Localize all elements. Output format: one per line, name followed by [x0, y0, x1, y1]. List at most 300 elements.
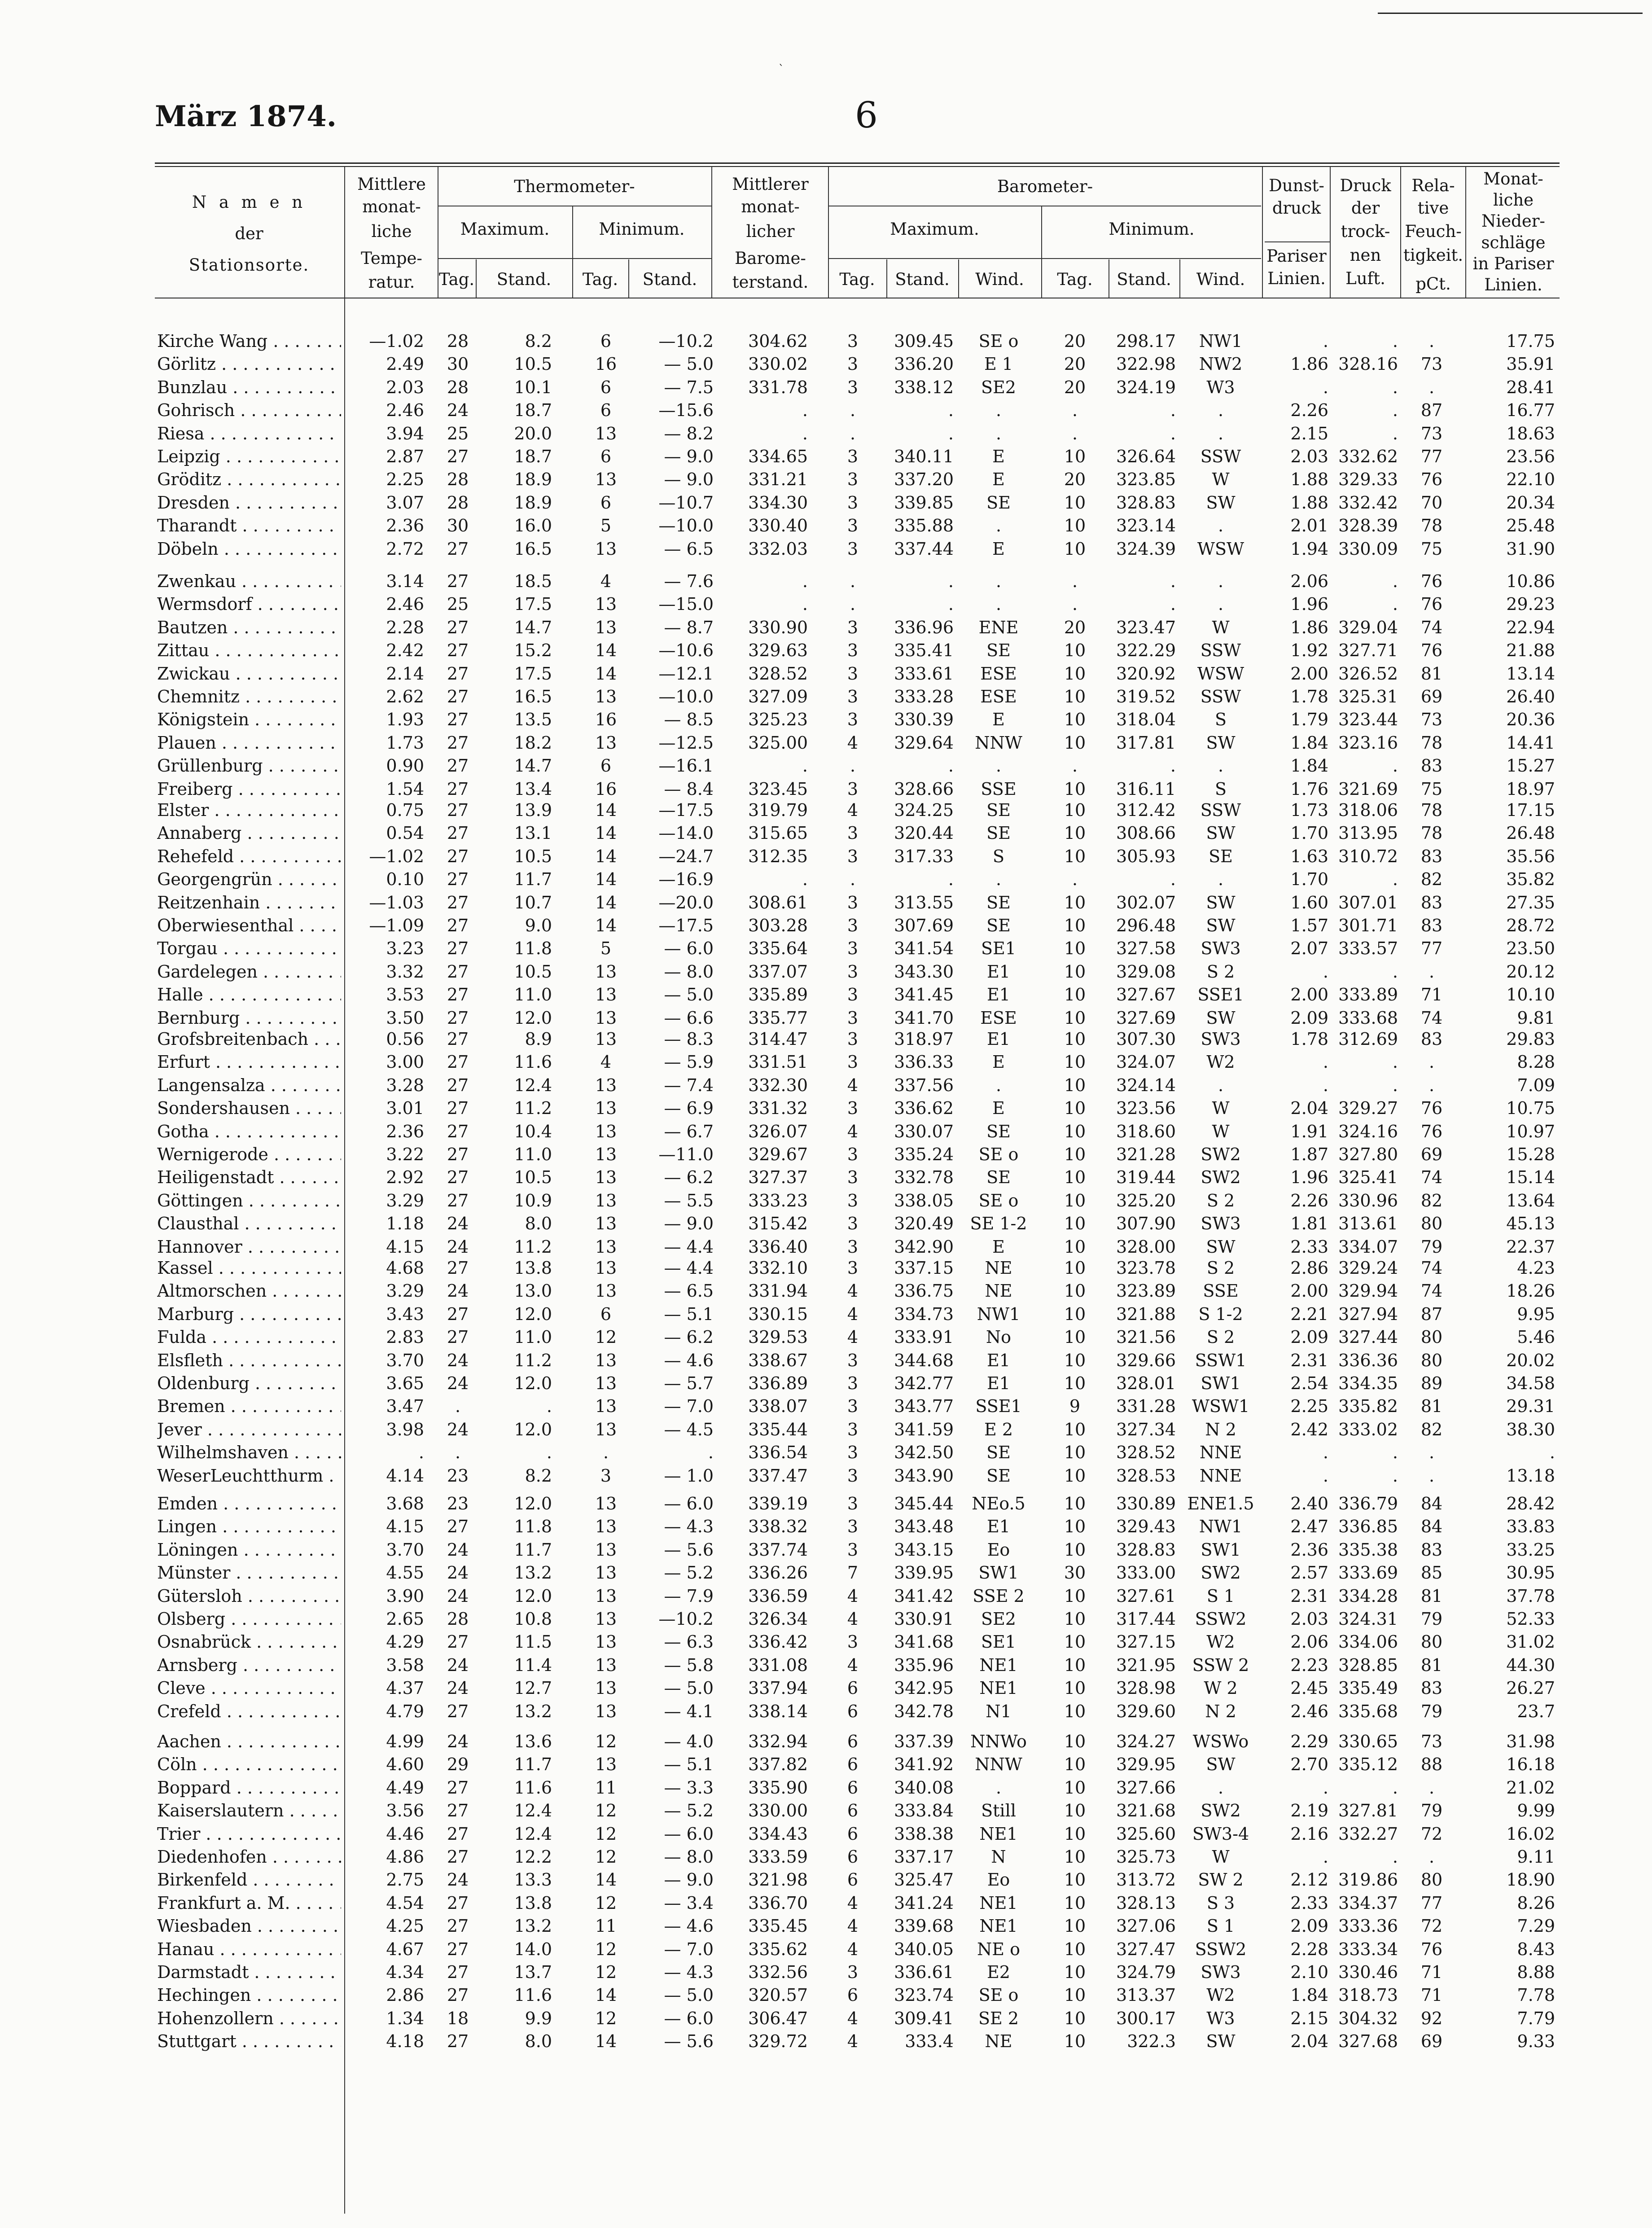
- vapor-pressure: .: [1323, 1075, 1328, 1095]
- mean-pressure: 336.70: [748, 1893, 808, 1913]
- station-name: Rehefeld . . .: [157, 845, 341, 868]
- bmax-day: 3: [847, 939, 859, 958]
- table-row: [0, 1654, 1652, 1676]
- bmin-wind: S 1-2: [1198, 1304, 1243, 1324]
- tmin-day: 13: [595, 1122, 617, 1141]
- mean-pressure: 329.67: [748, 1145, 808, 1164]
- bmax-value: 336.75: [894, 1281, 954, 1301]
- hdr-temp-1: Mittlere: [357, 175, 426, 194]
- rel-humidity: 83: [1420, 916, 1443, 935]
- table-row: [0, 868, 1652, 890]
- dry-air-pressure: 318.73: [1338, 1985, 1398, 2005]
- tmin-value: — 3.4: [664, 1893, 714, 1913]
- vapor-pressure: 2.09: [1290, 1327, 1328, 1347]
- bmin-day: 10: [1064, 1145, 1086, 1164]
- mean-temp: 4.55: [386, 1563, 424, 1583]
- bmax-wind: .: [995, 516, 1002, 535]
- bmax-day: 3: [847, 664, 859, 684]
- tmax-value: 13.1: [514, 823, 552, 843]
- vapor-pressure: 2.26: [1290, 1191, 1328, 1210]
- mean-temp: 4.67: [386, 1939, 424, 1959]
- bmin-wind: S 2: [1206, 962, 1235, 982]
- mean-temp: 4.29: [386, 1632, 424, 1652]
- bmax-wind: NE: [985, 1281, 1012, 1301]
- bmin-value: 323.47: [1116, 618, 1176, 637]
- dry-air-pressure: 329.27: [1338, 1098, 1398, 1118]
- bmin-day: 10: [1064, 1847, 1086, 1867]
- bmax-wind: SE2: [981, 377, 1016, 397]
- tmin-value: —15.6: [658, 400, 714, 420]
- tmin-value: — 5.0: [664, 1985, 714, 2005]
- tmax-day: 27: [447, 1939, 469, 1959]
- tmin-value: —10.2: [658, 331, 714, 351]
- dry-air-pressure: 323.16: [1338, 733, 1398, 753]
- tmax-day: 24: [447, 1281, 469, 1301]
- bmax-wind: NE1: [979, 1893, 1018, 1913]
- table-row: [0, 799, 1652, 821]
- tmin-value: — 4.0: [664, 1732, 714, 1751]
- bmin-value: 324.19: [1116, 377, 1176, 397]
- bmax-day: 3: [847, 1517, 859, 1536]
- bmax-value: 335.96: [894, 1655, 954, 1675]
- bmin-value: 327.06: [1116, 1916, 1176, 1936]
- dry-air-pressure: 307.01: [1338, 893, 1398, 912]
- station-name: Crefeld . . .: [157, 1700, 341, 1723]
- bmax-day: 4: [847, 2031, 859, 2051]
- bmax-value: 320.49: [894, 1214, 954, 1233]
- tmax-value: 11.7: [514, 1540, 552, 1560]
- station-name: Jever . . .: [157, 1418, 341, 1441]
- tmax-day: 27: [447, 539, 469, 559]
- tmax-day: 27: [447, 710, 469, 729]
- precipitation: 34.58: [1506, 1373, 1555, 1393]
- mean-temp: 4.49: [386, 1778, 424, 1798]
- bmin-day: .: [1072, 869, 1078, 889]
- vapor-pressure: 2.36: [1290, 1540, 1328, 1560]
- hdr-rel-2: tive: [1417, 198, 1449, 218]
- tmax-value: 10.1: [514, 377, 552, 397]
- mean-pressure: 331.94: [748, 1281, 808, 1301]
- bmin-wind: SSE1: [1197, 985, 1244, 1004]
- bmin-wind: S: [1214, 710, 1227, 729]
- tmax-day: 27: [447, 1258, 469, 1278]
- tmax-value: 16.5: [514, 687, 552, 706]
- precipitation: 10.10: [1506, 985, 1555, 1004]
- bmax-value: 337.39: [894, 1732, 954, 1751]
- rel-humidity: 76: [1420, 571, 1443, 591]
- tmax-value: 12.7: [514, 1678, 552, 1698]
- tmax-value: 11.2: [514, 1351, 552, 1370]
- station-name: Tharandt . . .: [157, 514, 341, 537]
- bmin-wind: SW: [1206, 1754, 1236, 1774]
- vapor-pressure: 2.16: [1290, 1824, 1328, 1844]
- vapor-pressure: 1.84: [1290, 1985, 1328, 2005]
- station-name: Riesa . . .: [157, 422, 341, 445]
- hdr-bmin-stand: Stand.: [1117, 270, 1171, 289]
- tmin-day: 13: [595, 1396, 617, 1416]
- bmax-wind: SE 1-2: [970, 1214, 1027, 1233]
- bmax-day: 3: [847, 962, 859, 982]
- bmin-wind: W: [1212, 1122, 1230, 1141]
- bmin-wind: .: [1218, 424, 1224, 443]
- bmin-value: 326.64: [1116, 447, 1176, 466]
- mean-pressure: 332.03: [748, 539, 808, 559]
- dry-air-pressure: 330.09: [1338, 539, 1398, 559]
- table-row: [0, 1823, 1652, 1845]
- tmin-value: — 4.3: [664, 1517, 714, 1536]
- precipitation: 23.7: [1517, 1702, 1555, 1721]
- tmin-day: 12: [595, 1847, 617, 1867]
- tmin-value: —16.1: [658, 756, 714, 776]
- hdr-druck-3: trock-: [1341, 222, 1390, 241]
- station-name: Trier . . .: [157, 1823, 341, 1845]
- bmin-day: .: [1072, 594, 1078, 614]
- mean-pressure: .: [802, 756, 808, 776]
- tmin-day: 13: [595, 962, 617, 982]
- bmin-wind: S 3: [1206, 1893, 1235, 1913]
- tmax-day: 29: [447, 1754, 469, 1774]
- precipitation: 23.56: [1506, 447, 1555, 466]
- vapor-pressure: 1.91: [1290, 1122, 1328, 1141]
- table-row: [0, 514, 1652, 537]
- bmax-value: 330.07: [894, 1122, 954, 1141]
- tmax-day: 28: [447, 377, 469, 397]
- rel-humidity: 79: [1420, 1237, 1443, 1257]
- tmax-day: 27: [447, 2031, 469, 2051]
- vapor-pressure: 2.70: [1290, 1754, 1328, 1774]
- bmax-day: 3: [847, 1008, 859, 1028]
- bmax-value: 343.90: [894, 1466, 954, 1486]
- bmin-day: 10: [1064, 539, 1086, 559]
- tmax-day: 27: [447, 962, 469, 982]
- tmax-day: 24: [447, 1420, 469, 1439]
- mean-temp: 2.36: [386, 1122, 424, 1141]
- hdr-name-2: der: [235, 224, 263, 243]
- tmin-day: 14: [595, 916, 617, 935]
- rel-humidity: 77: [1420, 939, 1443, 958]
- mean-pressure: 334.30: [748, 493, 808, 513]
- mean-pressure: 335.90: [748, 1778, 808, 1798]
- bmax-value: 342.95: [894, 1678, 954, 1698]
- station-name: Bunzlau . . .: [157, 376, 341, 399]
- bmin-value: 318.04: [1116, 710, 1176, 729]
- bmax-value: .: [948, 594, 954, 614]
- tmin-value: — 6.5: [664, 539, 714, 559]
- tmin-value: — 6.2: [664, 1167, 714, 1187]
- bmax-day: 6: [847, 1801, 859, 1820]
- tmin-day: 13: [595, 1191, 617, 1210]
- dry-air-pressure: .: [1392, 1052, 1398, 1072]
- station-name: Birkenfeld . . .: [157, 1868, 341, 1891]
- bmin-day: 10: [1064, 1351, 1086, 1370]
- bmax-day: 3: [847, 710, 859, 729]
- dry-air-pressure: .: [1392, 962, 1398, 982]
- mean-pressure: 329.63: [748, 640, 808, 660]
- rel-humidity: 79: [1420, 1801, 1443, 1820]
- table-row: [0, 1938, 1652, 1960]
- rel-humidity: 83: [1420, 893, 1443, 912]
- mean-pressure: 338.07: [748, 1396, 808, 1416]
- tmin-value: — 8.3: [664, 1029, 714, 1049]
- mean-temp: 3.70: [386, 1351, 424, 1370]
- bmax-wind: .: [995, 1778, 1002, 1798]
- tmax-value: 13.8: [514, 1893, 552, 1913]
- table-top-rule: [155, 162, 1560, 164]
- station-name: Emden . . .: [157, 1492, 341, 1515]
- mean-pressure: 336.89: [748, 1373, 808, 1393]
- tmax-day: 27: [447, 733, 469, 753]
- vapor-pressure: .: [1323, 1443, 1328, 1462]
- bmax-value: 336.61: [894, 1962, 954, 1982]
- table-row: [0, 399, 1652, 421]
- bmin-day: 10: [1064, 1494, 1086, 1513]
- bmin-day: 10: [1064, 733, 1086, 753]
- bmin-value: 329.60: [1116, 1702, 1176, 1721]
- bmax-wind: ESE: [980, 687, 1017, 706]
- precipitation: 20.12: [1506, 962, 1555, 982]
- bmax-value: 342.90: [894, 1237, 954, 1257]
- rel-humidity: 69: [1420, 2031, 1443, 2051]
- bmin-wind: SSW: [1200, 687, 1241, 706]
- bmax-wind: NEo.5: [972, 1494, 1025, 1513]
- tmin-value: — 5.0: [664, 985, 714, 1004]
- precipitation: 4.23: [1517, 1258, 1555, 1278]
- precipitation: 16.77: [1506, 400, 1555, 420]
- precipitation: 8.26: [1517, 1893, 1555, 1913]
- table-row: [0, 570, 1652, 592]
- precipitation: 33.83: [1506, 1517, 1555, 1536]
- tmin-value: — 5.2: [664, 1801, 714, 1820]
- table-row: [0, 1257, 1652, 1279]
- hdr-bmax-wind: Wind.: [975, 270, 1024, 289]
- bmax-value: 342.78: [894, 1702, 954, 1721]
- bmin-value: 308.66: [1116, 823, 1176, 843]
- mean-pressure: 319.79: [748, 800, 808, 820]
- tmin-value: — 5.5: [664, 1191, 714, 1210]
- bmin-value: 323.14: [1116, 516, 1176, 535]
- tmax-value: 11.5: [514, 1632, 552, 1652]
- bmax-day: 3: [847, 354, 859, 374]
- bmin-day: 10: [1064, 1029, 1086, 1049]
- bmin-day: 10: [1064, 1281, 1086, 1301]
- table-row: [0, 1915, 1652, 1937]
- station-name: Langensalza . . .: [157, 1074, 341, 1096]
- bmax-wind: SW1: [978, 1563, 1019, 1583]
- dry-air-pressure: 333.89: [1338, 985, 1398, 1004]
- mean-pressure: 315.42: [748, 1214, 808, 1233]
- precipitation: 22.10: [1506, 469, 1555, 489]
- tmin-day: 5: [600, 516, 612, 535]
- station-name: Heiligenstadt . . .: [157, 1166, 341, 1189]
- mean-pressure: 331.32: [748, 1098, 808, 1118]
- bmin-value: 327.69: [1116, 1008, 1176, 1028]
- bmin-value: 328.53: [1116, 1466, 1176, 1486]
- tmax-day: 24: [447, 1870, 469, 1890]
- tmin-day: 13: [595, 1702, 617, 1721]
- tmax-value: 17.5: [514, 594, 552, 614]
- mean-temp: 4.79: [386, 1702, 424, 1721]
- table-row: [0, 1212, 1652, 1235]
- tmin-day: 16: [595, 354, 617, 374]
- mean-temp: 3.01: [386, 1098, 424, 1118]
- table-row: [0, 468, 1652, 491]
- bmax-value: 318.97: [894, 1029, 954, 1049]
- vapor-pressure: 2.47: [1290, 1517, 1328, 1536]
- tmax-value: 11.7: [514, 1754, 552, 1774]
- bmin-wind: W: [1212, 618, 1230, 637]
- bmax-value: 336.62: [894, 1098, 954, 1118]
- tmin-day: 13: [595, 1517, 617, 1536]
- bmax-day: .: [850, 400, 856, 420]
- tmax-value: 13.4: [514, 779, 552, 799]
- tmax-value: 10.5: [514, 1167, 552, 1187]
- station-name: Kassel . . .: [157, 1257, 341, 1279]
- tmax-day: 23: [447, 1466, 469, 1486]
- rel-humidity: .: [1429, 331, 1435, 351]
- bmax-day: 4: [847, 1586, 859, 1606]
- hdr-druck-2: der: [1351, 198, 1380, 218]
- bmin-value: 329.95: [1116, 1754, 1176, 1774]
- tmax-value: 13.7: [514, 1962, 552, 1982]
- station-name: Bautzen . . .: [157, 616, 341, 639]
- rel-humidity: 80: [1420, 1870, 1443, 1890]
- mean-temp: 3.00: [386, 1052, 424, 1072]
- tmax-value: 10.5: [514, 846, 552, 866]
- dry-air-pressure: .: [1392, 571, 1398, 591]
- table-row: [0, 822, 1652, 844]
- bmin-wind: WSWo: [1192, 1732, 1249, 1751]
- bmin-value: 305.93: [1116, 846, 1176, 866]
- tmax-value: 12.0: [514, 1008, 552, 1028]
- dry-air-pressure: 329.33: [1338, 469, 1398, 489]
- mean-pressure: 335.89: [748, 985, 808, 1004]
- tmin-day: 13: [595, 1563, 617, 1583]
- tmin-day: 6: [600, 1304, 612, 1324]
- bmax-value: 340.05: [894, 1939, 954, 1959]
- mean-pressure: 331.08: [748, 1655, 808, 1675]
- rel-humidity: 88: [1420, 1754, 1443, 1774]
- vapor-pressure: 2.09: [1290, 1008, 1328, 1028]
- hdr-dunst-3: Pariser: [1266, 246, 1327, 266]
- bmin-wind: SW3-4: [1192, 1824, 1249, 1844]
- bmin-wind: WSW: [1197, 539, 1244, 559]
- station-name: Olsberg . . .: [157, 1608, 341, 1630]
- mean-pressure: 304.62: [748, 331, 808, 351]
- bmax-day: 6: [847, 1985, 859, 2005]
- tmin-day: 14: [595, 664, 617, 684]
- rel-humidity: 78: [1420, 516, 1443, 535]
- table-row: [0, 983, 1652, 1006]
- bmin-wind: WSW1: [1192, 1396, 1250, 1416]
- tmax-day: .: [455, 1443, 461, 1462]
- tmin-value: — 7.6: [664, 571, 714, 591]
- bmin-wind: SSW2: [1195, 1609, 1247, 1629]
- vapor-pressure: 2.06: [1290, 1632, 1328, 1652]
- bmax-value: 333.4: [905, 2031, 954, 2051]
- tmax-day: 27: [447, 1985, 469, 2005]
- bmax-day: 6: [847, 1778, 859, 1798]
- dry-air-pressure: 334.07: [1338, 1237, 1398, 1257]
- bmin-day: 10: [1064, 1052, 1086, 1072]
- bmin-day: 9: [1069, 1396, 1081, 1416]
- mean-temp: 0.10: [386, 869, 424, 889]
- vapor-pressure: 2.26: [1290, 400, 1328, 420]
- rel-humidity: .: [1429, 1052, 1435, 1072]
- vapor-pressure: 1.88: [1290, 493, 1328, 513]
- table-row: [0, 914, 1652, 937]
- precipitation: 15.27: [1506, 756, 1555, 776]
- tmin-value: — 1.0: [664, 1466, 714, 1486]
- station-name: Cöln . . .: [157, 1753, 341, 1776]
- bmin-day: 10: [1064, 1327, 1086, 1347]
- station-name: Lingen . . .: [157, 1515, 341, 1538]
- vapor-pressure: 1.60: [1290, 893, 1328, 912]
- bmax-value: 325.47: [894, 1870, 954, 1890]
- bmin-day: 10: [1064, 1732, 1086, 1751]
- bmax-day: 3: [847, 1351, 859, 1370]
- dry-air-pressure: 334.35: [1338, 1373, 1398, 1393]
- bmax-wind: SE: [986, 916, 1011, 935]
- bmin-value: 327.61: [1116, 1586, 1176, 1606]
- tmax-value: 12.0: [514, 1494, 552, 1513]
- bmin-wind: SW1: [1201, 1540, 1241, 1560]
- bmax-day: 4: [847, 800, 859, 820]
- table-row: [0, 1418, 1652, 1441]
- station-name: Clausthal . . .: [157, 1212, 341, 1235]
- tmin-value: — 5.2: [664, 1563, 714, 1583]
- bmin-value: 319.52: [1116, 687, 1176, 706]
- tmax-value: 20.0: [514, 424, 552, 443]
- vapor-pressure: 2.42: [1290, 1420, 1328, 1439]
- dry-air-pressure: 333.68: [1338, 1008, 1398, 1028]
- bmax-value: 337.15: [894, 1258, 954, 1278]
- dry-air-pressure: 327.94: [1338, 1304, 1398, 1324]
- tmax-day: 27: [447, 985, 469, 1004]
- tmax-day: 27: [447, 1632, 469, 1652]
- bmax-day: 4: [847, 1122, 859, 1141]
- bmin-value: 333.00: [1116, 1563, 1176, 1583]
- station-name: Görlitz . . .: [157, 353, 341, 375]
- tmin-value: — 5.1: [664, 1304, 714, 1324]
- bmax-day: 3: [847, 1494, 859, 1513]
- table-row: [0, 491, 1652, 514]
- station-name: Wiesbaden . . .: [157, 1915, 341, 1937]
- tmin-day: 13: [595, 1351, 617, 1370]
- bmin-wind: SE: [1209, 846, 1233, 866]
- bmin-wind: SW: [1206, 1008, 1236, 1028]
- mean-pressure: 337.94: [748, 1678, 808, 1698]
- mean-temp: 4.34: [386, 1962, 424, 1982]
- bmax-wind: N: [991, 1847, 1006, 1867]
- bmax-value: 338.05: [894, 1191, 954, 1210]
- hdr-temp-4: Tempe-: [361, 249, 422, 268]
- tmin-value: — 8.4: [664, 779, 714, 799]
- bmax-wind: NNW: [975, 1754, 1022, 1774]
- bmin-wind: SW: [1206, 733, 1236, 753]
- tmin-value: —17.5: [658, 916, 714, 935]
- bmin-value: 324.39: [1116, 539, 1176, 559]
- mean-temp: 3.65: [386, 1373, 424, 1393]
- bmax-value: 337.44: [894, 539, 954, 559]
- vapor-pressure: 2.23: [1290, 1655, 1328, 1675]
- bmin-wind: S 2: [1206, 1327, 1235, 1347]
- mean-pressure: 330.15: [748, 1304, 808, 1324]
- mean-temp: 2.65: [386, 1609, 424, 1629]
- rel-humidity: 82: [1420, 1191, 1443, 1210]
- dry-air-pressure: 325.41: [1338, 1167, 1398, 1187]
- tmin-day: 13: [595, 594, 617, 614]
- vapor-pressure: 1.96: [1290, 1167, 1328, 1187]
